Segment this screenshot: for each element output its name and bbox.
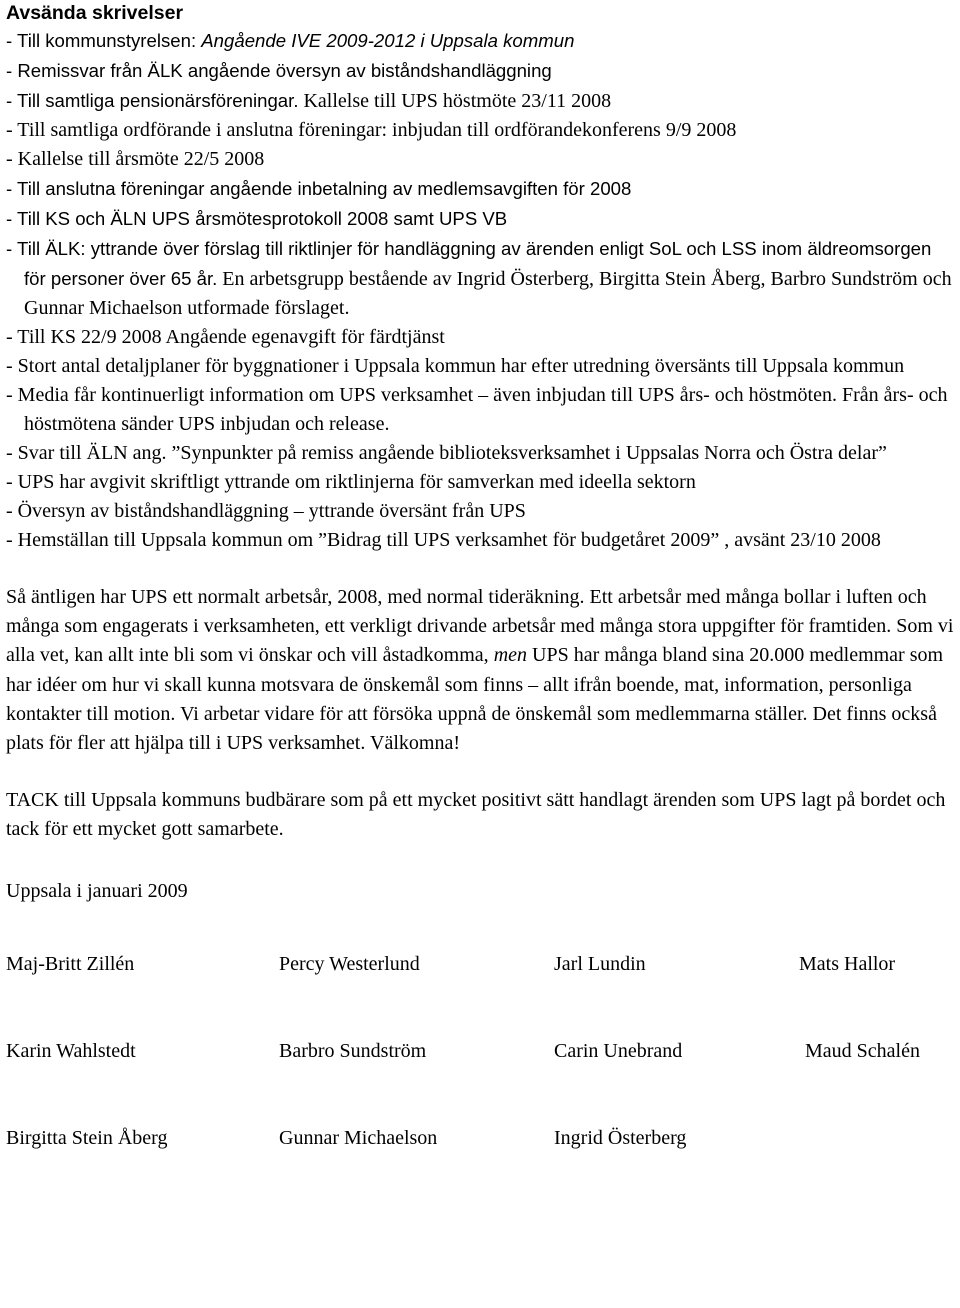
signature-row [6,1037,956,1066]
list-item-italic-text: Angående IVE 2009-2012 i Uppsala kommun [201,30,575,51]
list-item [6,323,956,352]
list-item-text: - Till ÄLK: yttrande över förslag till riktlinjer för handläggning av ärenden enligt SoL och LSS inom äldreomsorgen för personer över 65 år. [6,238,932,289]
list-item-text: - Till samtliga pensionärsföreningar. [6,90,299,111]
list-item-text: - Till KS 22/9 2008 Angående egenavgift för färdtjänst [6,326,445,348]
list-item [6,116,956,145]
signature-name: Maj-Britt Zillén [6,952,135,975]
signature-name: Carin Unebrand [554,1039,683,1062]
list-item-text: - Svar till ÄLN ang. ”Synpunkter på remiss angående biblioteksverksamhet i Uppsalas Norra och Östra delar” [6,442,887,464]
list-item-text: - Till KS och ÄLN UPS årsmötesprotokoll 2008 samt UPS VB [6,208,508,229]
summary-text: UPS har många bland sina 20.000 medlemmar som har idéer om hur vi skall kunna motsvara de önskemål som finns – allt ifrån boende, mat, information, personliga kontakter till motion. Vi arbetar vidare för att försöka uppnå de önskemål som medlemmarna ställer. Det finns också plats för fler att hjälpa till i UPS verksamhet. Välkomna! [6,644,944,755]
list-item-text: - Media får kontinuerligt information om UPS verksamhet – även inbjudan till UPS års- och höstmöten. Från års- och höstmötena sänder UPS inbjudan och release. [6,384,948,435]
signature-row [6,1124,956,1153]
list-item [6,86,956,116]
document-page [6,0,956,1153]
list-item-text: - Till kommunstyrelsen: [6,30,202,51]
section-heading: Avsända skrivelser [6,2,184,24]
thanks-paragraph: TACK till Uppsala kommuns budbärare som på ett mycket positivt sätt handlagt ärenden som UPS lagt på bordet och tack för ett mycket gott samarbete. [6,789,946,841]
signature-name: Ingrid Österberg [554,1126,687,1149]
list-item [6,234,956,323]
list-item [6,526,956,555]
letters-list [6,26,956,555]
list-item [6,497,956,526]
list-item-text: - Till anslutna föreningar angående inbetalning av medlemsavgiften för 2008 [6,178,632,199]
signature-name: Jarl Lundin [554,952,646,975]
signature-name: Maud Schalén [805,1039,920,1062]
list-item-text: - Remissvar från ÄLK angående översyn av biståndshandläggning [6,60,552,81]
list-item-text: - Stort antal detaljplaner för byggnationer i Uppsala kommun har efter utredning översänts till Uppsala kommun [6,355,905,377]
list-item-text: En arbetsgrupp bestående av Ingrid Österberg, Birgitta Stein Åberg, Barbro Sundström och Gunnar Michaelson utformade förslaget. [24,268,952,319]
list-item [6,468,956,497]
signature-name: Percy Westerlund [279,952,420,975]
list-item [6,204,956,234]
list-item [6,381,956,439]
list-item [6,145,956,174]
signature-name: Birgitta Stein Åberg [6,1126,168,1149]
list-item-text: - Hemställan till Uppsala kommun om ”Bidrag till UPS verksamhet för budgetåret 2009” , avsänt 23/10 2008 [6,529,881,551]
signature-name: Gunnar Michaelson [279,1126,438,1149]
list-item [6,174,956,204]
list-item [6,56,956,86]
list-item-text: - Kallelse till årsmöte 22/5 2008 [6,148,265,170]
list-item-text: Kallelse till UPS höstmöte 23/11 2008 [298,90,612,112]
list-item-text: - UPS har avgivit skriftligt yttrande om riktlinjerna för samverkan med ideella sektorn [6,471,696,493]
list-item [6,439,956,468]
list-item-text: - Översyn av biståndshandläggning – yttrande översänt från UPS [6,500,526,522]
summary-text: Så äntligen har UPS ett normalt arbetsår, 2008, med normal tideräkning. Ett arbetsår med många bollar i luften och många som engagerats i verksamheten, ett verkligt drivande arbetsår med många stora uppgifter för framtiden. Som vi alla vet, kan allt inte bli som vi önskar och vill åstadkomma, [6,586,954,667]
summary-paragraph [6,583,956,758]
list-item [6,352,956,381]
signature-name: Karin Wahlstedt [6,1039,136,1062]
summary-italic-word: men [493,644,528,667]
dateline: Uppsala i januari 2009 [6,879,188,902]
list-item [6,26,956,56]
signature-row [6,950,956,979]
signature-name: Mats Hallor [799,952,896,975]
signature-name: Barbro Sundström [279,1039,427,1062]
list-item-text: - Till samtliga ordförande i anslutna föreningar: inbjudan till ordförandekonferens 9/9 2008 [6,119,737,141]
